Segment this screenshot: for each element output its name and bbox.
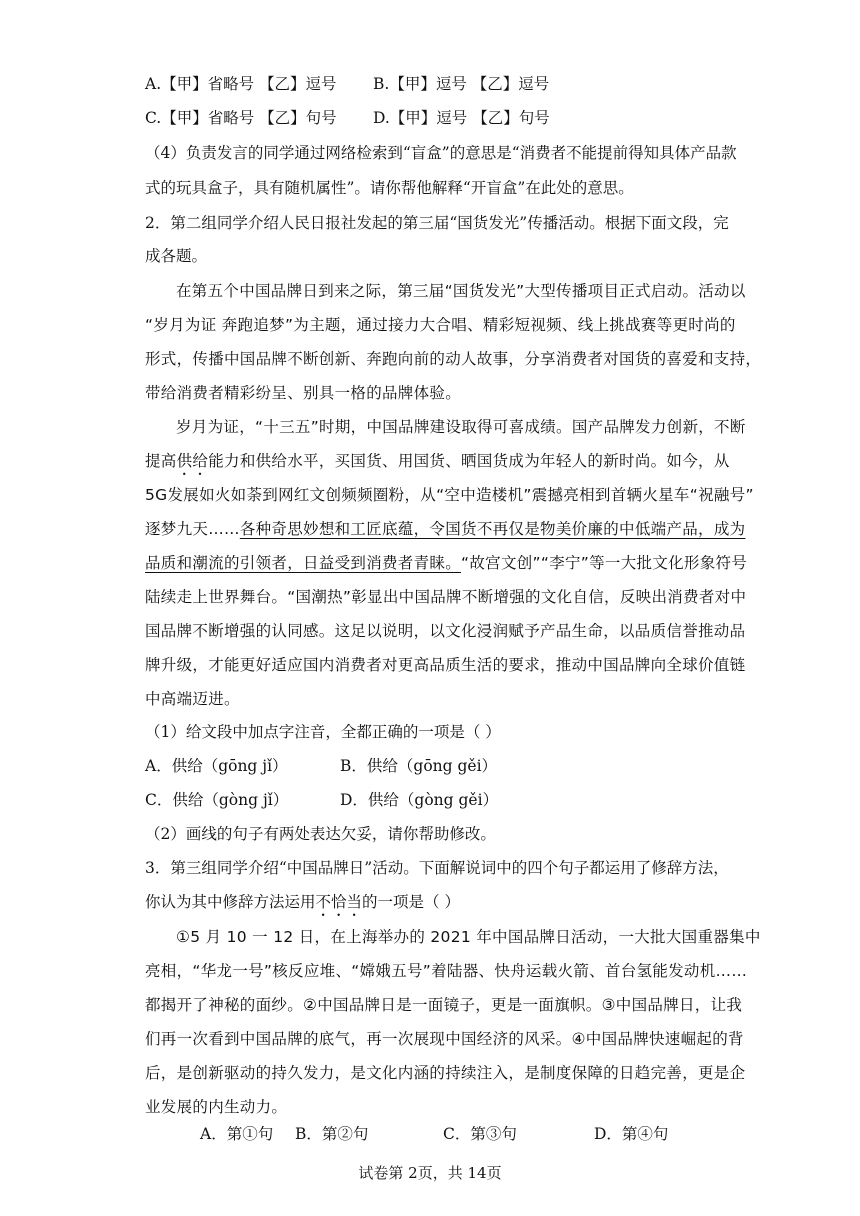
dotted-word-buqiadang: 不恰当 [315, 893, 363, 911]
dotted-word-gongji: 供给 [176, 452, 209, 470]
q2-passage-p2-line9: 中高端迈进。 [145, 690, 240, 708]
q2-passage-p2-line4: 逐梦九天……各种奇思妙想和工匠底蕴，令国货不再仅是物美价廉的中低端产品，成为 [145, 520, 746, 538]
q2-passage-p2-line5: 品质和潮流的引领者，日益受到消费者青睐。“故宫文创”“李宁”等一大批文化形象符号 [145, 554, 748, 572]
underlined-sentence-part2: 品质和潮流的引领者，日益受到消费者青睐。 [145, 554, 462, 572]
q2-sub2: （2）画线的句子有两处表达欠妥，请你帮助修改。 [145, 825, 496, 843]
q1-sub4-line2: 式的玩具盒子，具有随机属性”。请你帮他解释“开盲盒”在此处的意思。 [145, 179, 634, 197]
q3-passage-line3: 都揭开了神秘的面纱。②中国品牌日是一面镜子，更是一面旗帜。③中国品牌日，让我 [145, 996, 743, 1014]
q3-stem-line2: 你认为其中修辞方法运用不恰当的一项是（ ） [145, 893, 460, 911]
q2-passage-p2-line1: 岁月为证，“十三五”时期，中国品牌建设取得可喜成绩。国产品牌发力创新，不断 [176, 418, 746, 436]
q1-option-c: C.【甲】省略号 【乙】句号 [145, 109, 337, 127]
q3-option-d: D．第④句 [594, 1125, 669, 1143]
q2-stem-line1: 2．第二组同学介绍人民日报社发起的第三届“国货发光”传播活动。根据下面文段，完 [145, 214, 729, 232]
q1-option-b: B.【甲】逗号 【乙】逗号 [373, 75, 550, 93]
q2-passage-p2-line8: 牌升级，才能更好适应国内消费者对更高品质生活的要求，推动中国品牌向全球价值链 [145, 656, 746, 674]
q2-passage-p1-line2: “岁月为证 奔跑追梦”为主题，通过接力大合唱、精彩短视频、线上挑战赛等更时尚的 [145, 316, 736, 334]
q2-passage-p1-line1: 在第五个中国品牌日到来之际，第三届“国货发光”大型传播项目正式启动。活动以 [176, 282, 746, 300]
q3-stem-line1: 3．第三组同学介绍“中国品牌日”活动。下面解说词中的四个句子都运用了修辞方法， [145, 859, 729, 877]
q2-stem-line2: 成各题。 [145, 247, 208, 265]
q2-sub1-option-b: B．供给（gōng gěi） [340, 757, 498, 775]
q3-passage-line4: 们再一次看到中国品牌的底气，再一次展现中国经济的风采。④中国品牌快速崛起的背 [145, 1030, 744, 1048]
q2-sub1: （1）给文段中加点字注音，全都正确的一项是（ ） [145, 723, 501, 741]
q2-sub1-option-c: C．供给（gòng jǐ） [145, 791, 289, 809]
q2-passage-p1-line4: 带给消费者精彩纷呈、别具一格的品牌体验。 [145, 384, 462, 402]
q3-option-a: A．第①句 [200, 1125, 274, 1143]
q2-passage-p2-line2: 提高供给能力和供给水平，买国货、用国货、晒国货成为年轻人的新时尚。如今，从 [145, 452, 730, 470]
q3-passage-line2: 亮相，“华龙一号”核反应堆、“嫦娥五号”着陆器、快舟运载火箭、首台氢能发动机…… [145, 962, 748, 980]
q1-option-a: A.【甲】省略号 【乙】逗号 [145, 75, 337, 93]
q3-option-c: C．第③句 [443, 1125, 517, 1143]
q2-passage-p2-line7: 国品牌不断增强的认同感。这足以说明，以文化浸润赋予产品生命，以品质信誉推动品 [145, 622, 746, 640]
q2-passage-p2-line3: 5G发展如火如荼到网红文创频频圈粉，从“空中造楼机”震撼亮相到首辆火星车“祝融号” [145, 486, 754, 504]
q3-passage-line6: 业发展的内生动力。 [145, 1098, 288, 1116]
underlined-sentence-part1: 各种奇思妙想和工匠底蕴，令国货不再仅是物美价廉的中低端产品，成为 [239, 520, 746, 538]
q2-passage-p1-line3: 形式，传播中国品牌不断创新、奔跑向前的动人故事，分享消费者对国货的喜爱和支持， [145, 350, 762, 368]
q2-passage-p2-line6: 陆续走上世界舞台。“国潮热”彰显出中国品牌不断增强的文化自信，反映出消费者对中 [145, 588, 747, 606]
q3-option-b: B．第②句 [295, 1125, 369, 1143]
q3-passage-line1: ①5 月 10 一 12 日，在上海举办的 2021 年中国品牌日活动，一大批大国重器集中 [176, 928, 761, 946]
q3-passage-line5: 后，是创新驱动的持久发力，是文化内涵的持续注入，是制度保障的日趋完善，更是企 [145, 1064, 746, 1082]
q1-option-d: D.【甲】逗号 【乙】句号 [373, 109, 550, 127]
q2-sub1-option-d: D．供给（gòng gěi） [340, 791, 499, 809]
q2-sub1-option-a: A．供给（gōng jǐ） [145, 757, 288, 775]
page-footer: 试卷第 2页，共 14页 [358, 1164, 502, 1182]
q1-sub4-line1: （4）负责发言的同学通过网络检索到“盲盒”的意思是“消费者不能提前得知具体产品款 [145, 144, 737, 162]
